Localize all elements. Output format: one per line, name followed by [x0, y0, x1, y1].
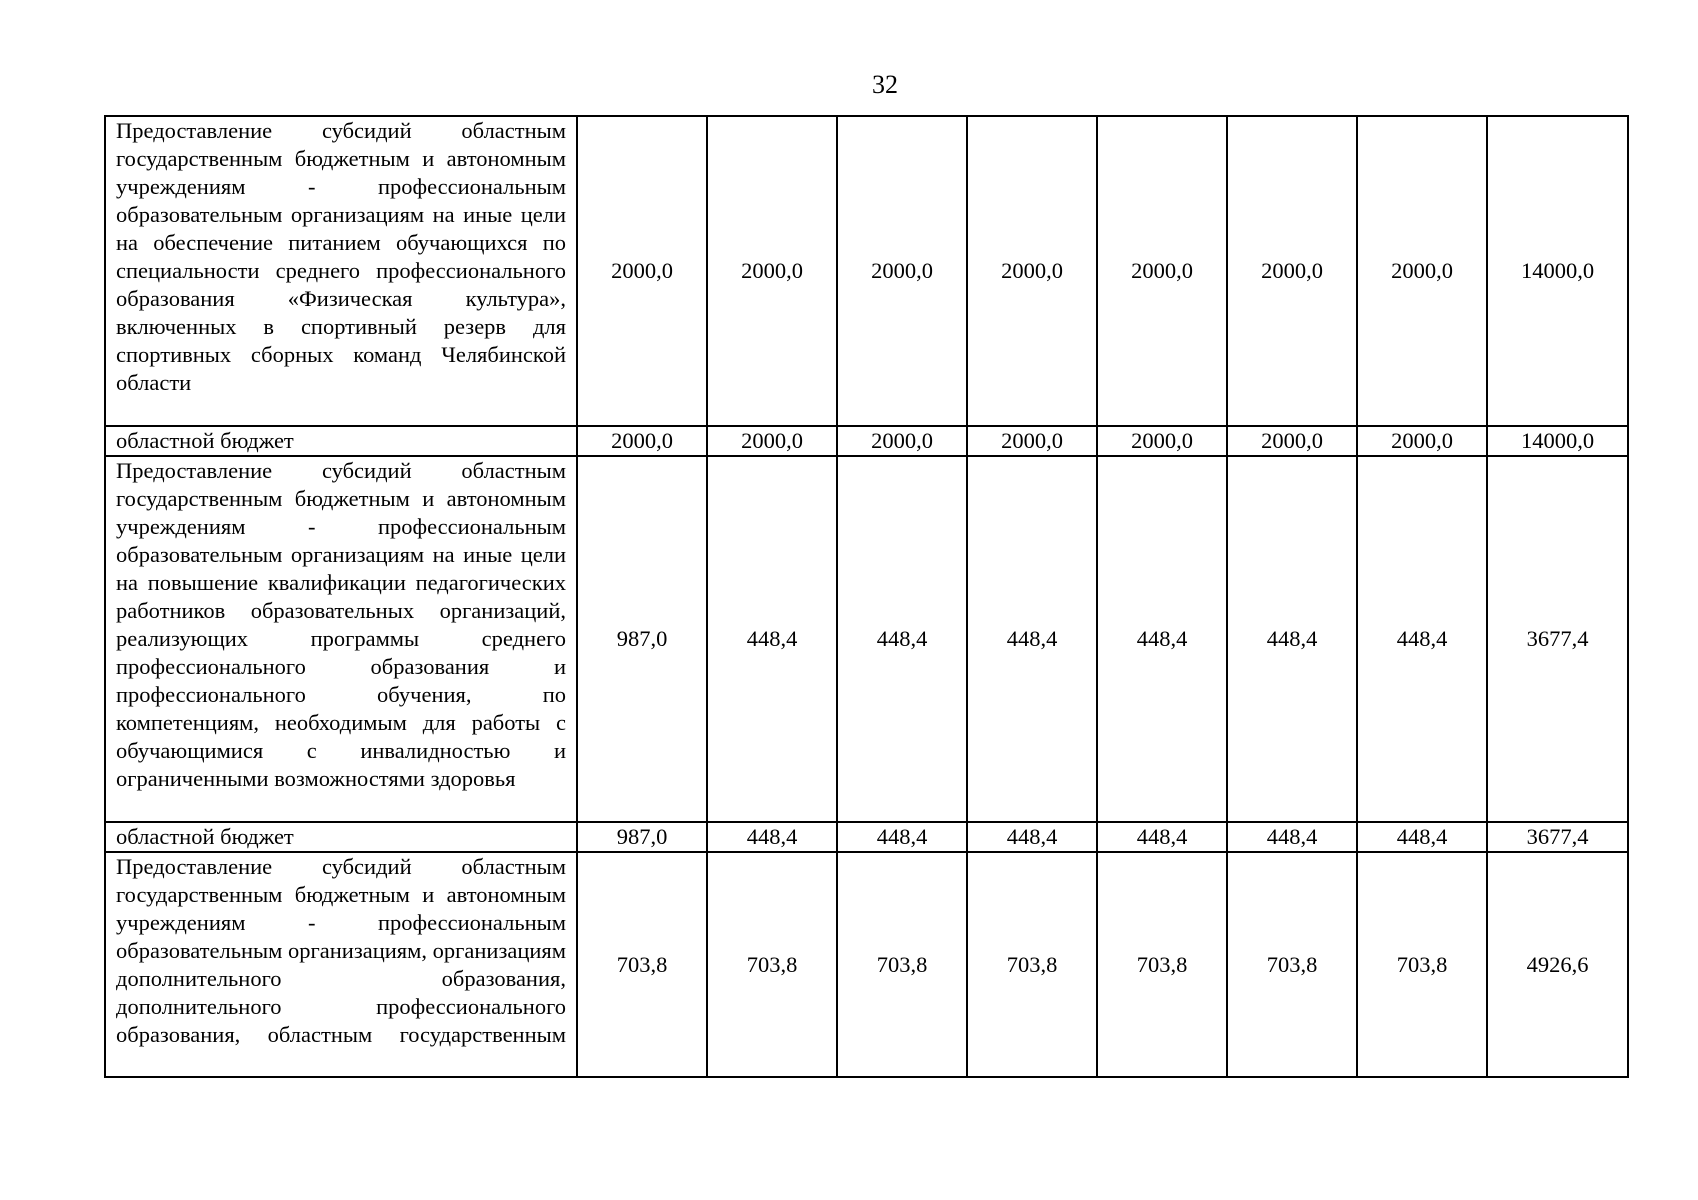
total-cell: 14000,0 — [1487, 116, 1628, 426]
value-cell: 2000,0 — [1227, 116, 1357, 426]
total-cell: 3677,4 — [1487, 456, 1628, 822]
measure-description: Предоставление субсидий областным государственным бюджетным и автономным учреждениям - профессиональным образовательным организациям на иные цели на повышение квалификации педагогических работников образовательных организаций, реализующих программы среднего профессионального образования и профессионального обучения, по компетенциям, необходимым для работы с обучающимися с инвалидностью и ограниченными возможностями здоровья — [105, 456, 577, 822]
value-cell: 2000,0 — [1357, 426, 1487, 456]
value-cell: 2000,0 — [1097, 426, 1227, 456]
value-cell: 448,4 — [1097, 456, 1227, 822]
value-cell: 2000,0 — [967, 116, 1097, 426]
table-row-source-2 — [105, 822, 1628, 852]
value-cell: 703,8 — [577, 852, 707, 1077]
value-cell: 987,0 — [577, 822, 707, 852]
value-cell: 2000,0 — [577, 116, 707, 426]
value-cell: 2000,0 — [577, 426, 707, 456]
value-cell: 703,8 — [967, 852, 1097, 1077]
page-number: 32 — [872, 70, 898, 99]
budget-table — [104, 115, 1629, 1078]
value-cell: 448,4 — [1097, 822, 1227, 852]
table-row-measure-3 — [105, 852, 1628, 1077]
value-cell: 703,8 — [1227, 852, 1357, 1077]
value-cell: 448,4 — [967, 456, 1097, 822]
value-cell: 448,4 — [707, 456, 837, 822]
total-cell: 4926,6 — [1487, 852, 1628, 1077]
value-cell: 703,8 — [837, 852, 967, 1077]
total-cell: 3677,4 — [1487, 822, 1628, 852]
value-cell: 2000,0 — [837, 116, 967, 426]
value-cell: 2000,0 — [1357, 116, 1487, 426]
funding-source-label: областной бюджет — [105, 822, 577, 852]
value-cell: 448,4 — [1357, 456, 1487, 822]
value-cell: 703,8 — [1357, 852, 1487, 1077]
measure-description: Предоставление субсидий областным государственным бюджетным и автономным учреждениям - профессиональным образовательным организациям на иные цели на обеспечение питанием обучающихся по специальности среднего профессионального образования «Физическая культура», включенных в спортивный резерв для спортивных сборных команд Челябинской области — [105, 116, 577, 426]
value-cell: 703,8 — [1097, 852, 1227, 1077]
total-cell: 14000,0 — [1487, 426, 1628, 456]
value-cell: 448,4 — [967, 822, 1097, 852]
value-cell: 987,0 — [577, 456, 707, 822]
value-cell: 448,4 — [837, 456, 967, 822]
value-cell: 448,4 — [1227, 456, 1357, 822]
table-row-measure-2 — [105, 456, 1628, 822]
value-cell: 703,8 — [707, 852, 837, 1077]
value-cell: 2000,0 — [707, 426, 837, 456]
value-cell: 2000,0 — [707, 116, 837, 426]
value-cell: 2000,0 — [1097, 116, 1227, 426]
value-cell: 448,4 — [707, 822, 837, 852]
value-cell: 448,4 — [1357, 822, 1487, 852]
table-row-measure-1 — [105, 116, 1628, 426]
value-cell: 2000,0 — [1227, 426, 1357, 456]
value-cell: 2000,0 — [967, 426, 1097, 456]
value-cell: 2000,0 — [837, 426, 967, 456]
value-cell: 448,4 — [837, 822, 967, 852]
measure-description: Предоставление субсидий областным государственным бюджетным и автономным учреждениям - профессиональным образовательным организациям, организациям дополнительного образования, дополнительного профессионального образования, областным государственным — [105, 852, 577, 1077]
table-row-source-1 — [105, 426, 1628, 456]
value-cell: 448,4 — [1227, 822, 1357, 852]
funding-source-label: областной бюджет — [105, 426, 577, 456]
